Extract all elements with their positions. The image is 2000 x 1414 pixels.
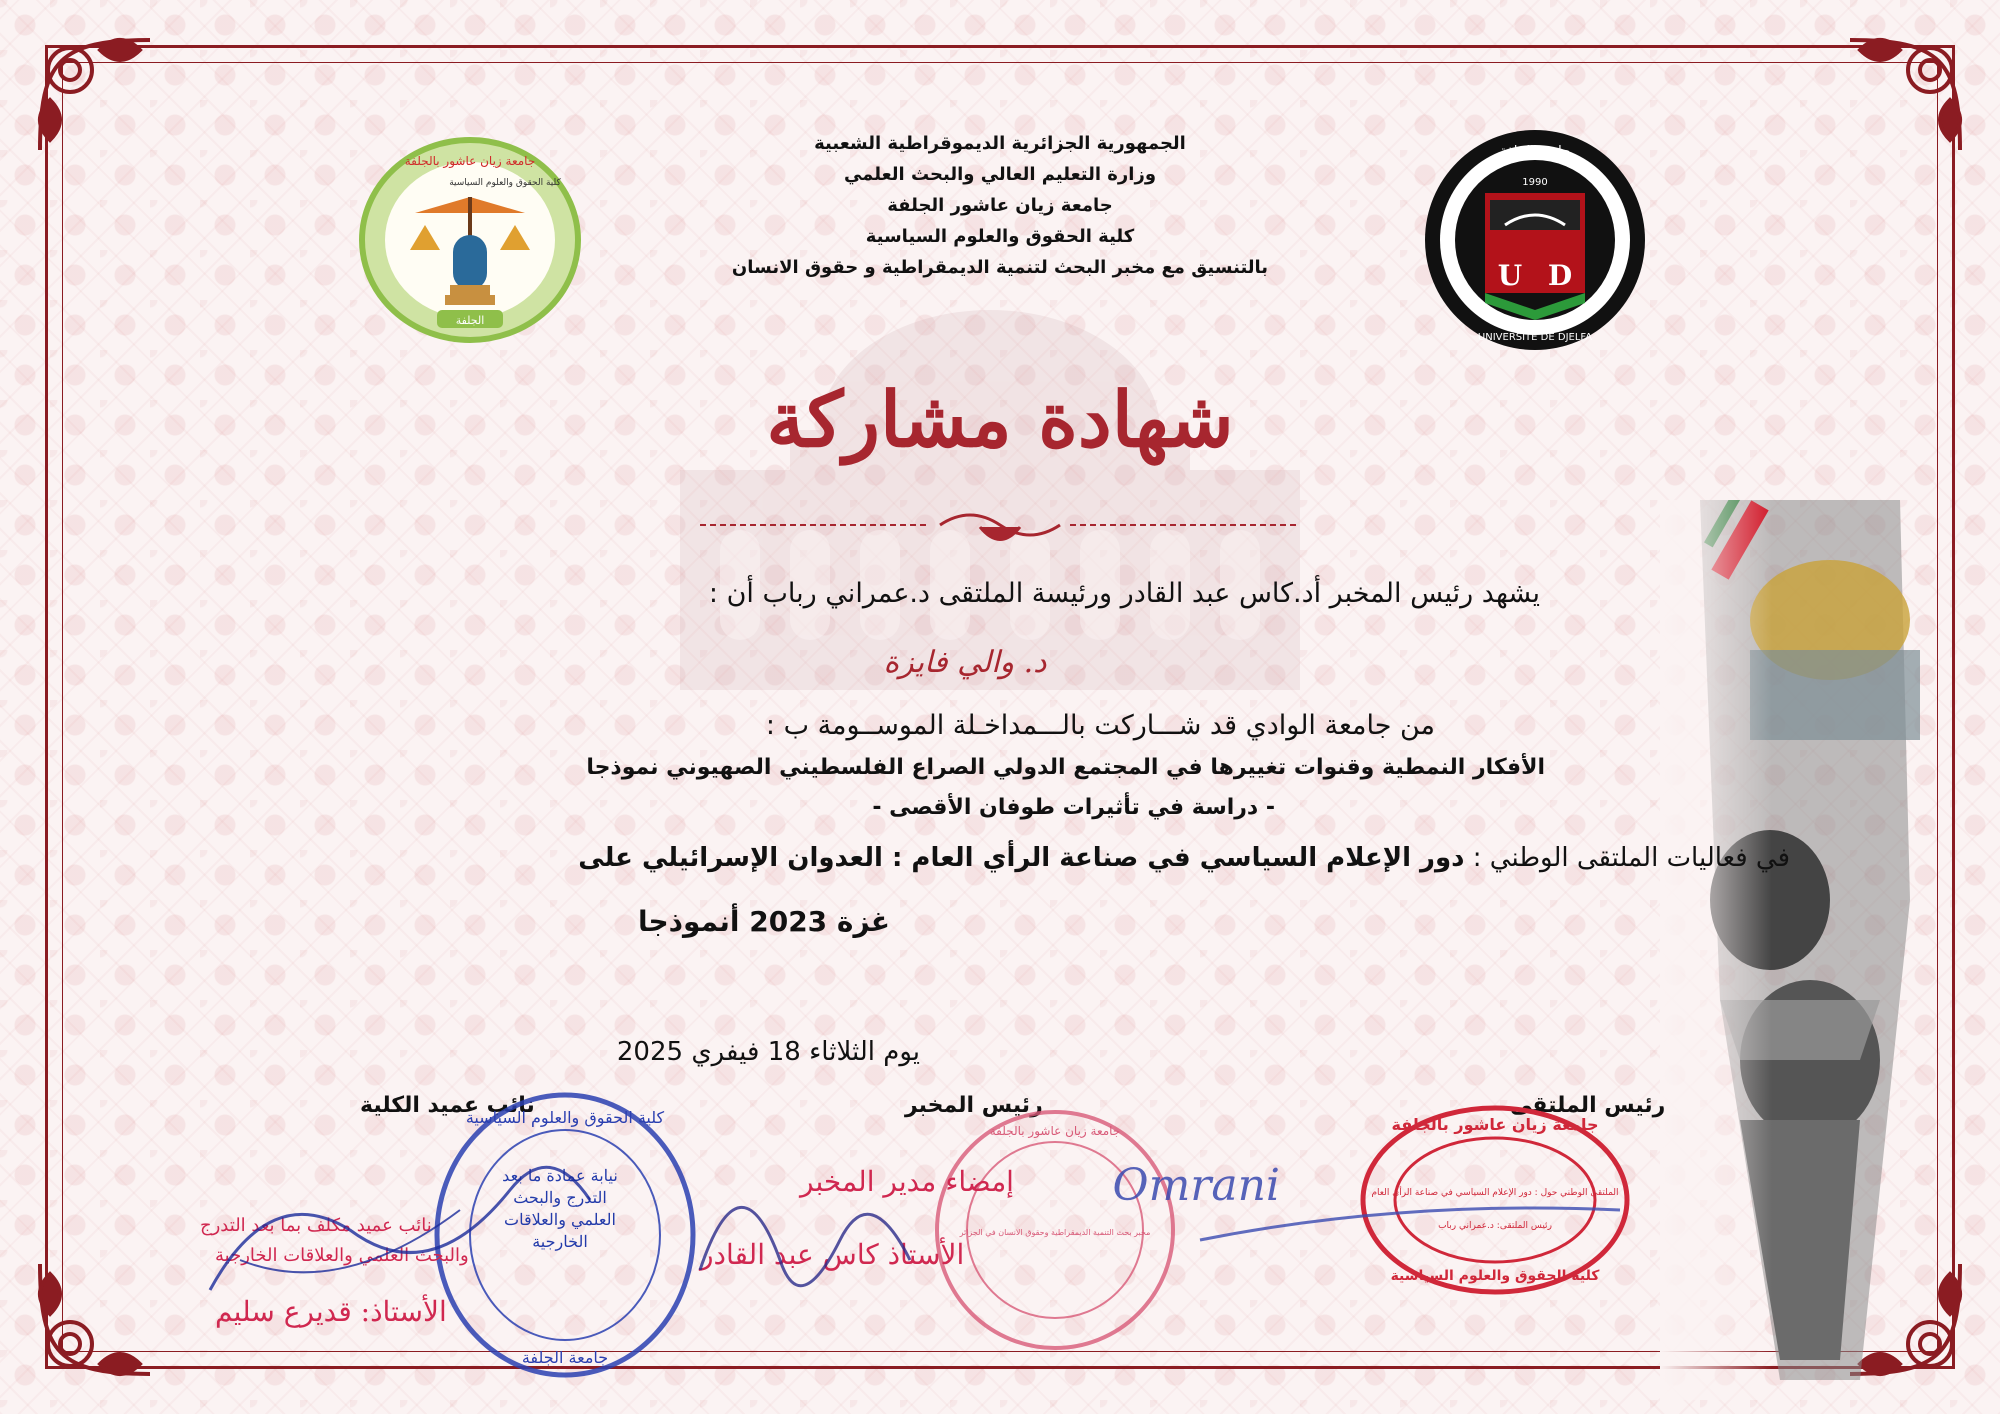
vice-dean-label: نائب عميد الكلية (360, 1093, 535, 1118)
university-logo-d: D (1547, 259, 1573, 292)
faculty-of-law-logo (355, 135, 585, 345)
event-date: يوم الثلاثاء 18 فيفري 2025 (616, 1037, 920, 1067)
header-ministry: وزارة التعليم العالي والبحث العلمي (843, 164, 1157, 185)
paper-subtitle: - دراسة في تأثيرات طوفان الأقصى - (872, 795, 1275, 820)
title-divider-ornament (700, 505, 1300, 555)
event-line (578, 843, 1790, 873)
university-logo-bottom-text: UNIVERSITÉ DE DJELFA (1477, 332, 1593, 343)
corner-ornament-top-left (20, 20, 170, 170)
lab-head-label: رئيس المخبر (905, 1093, 1043, 1118)
event-prefix: في فعاليات الملتقى الوطني : (1472, 843, 1790, 873)
event-title-end: غزة 2023 أنموذجا (637, 905, 890, 938)
header-faculty: كلية الحقوق والعلوم السياسية (865, 226, 1135, 247)
dean-signature-line1: نائب عميد مكلف بما بعد التدرج (200, 1215, 432, 1236)
conference-head-label: رئيس الملتقى (1510, 1093, 1666, 1118)
lab-signature-line2: الأستاذ كاس عبد القادر (700, 1238, 965, 1271)
header-university: جامعة زيان عاشور الجلفة (887, 195, 1113, 216)
lab-signature-line1: إمضاء مدير المخبر (800, 1165, 1014, 1198)
participation-statement: من جامعة الوادي قد شـــاركت بالـــمداخـلة الموســومة ب : (765, 710, 1435, 741)
red-stamp-signer: رئيس الملتقى: د.عمراني رباب (1438, 1221, 1552, 1231)
faculty-logo-bottom-text: الجلفة (455, 314, 485, 327)
paper-title: الأفكار النمطية وقنوات تغييرها في المجتمع الدولي الصراع الفلسطيني الصهيوني نموذجا (586, 755, 1545, 780)
dean-signature-line2: والبحث العلمي والعلاقات الخارجية (215, 1245, 469, 1266)
red-stamp-top-text: جامعة زيان عاشور بالجلفة (1391, 1115, 1599, 1134)
conference-red-stamp (1355, 1100, 1635, 1300)
header-coordination: بالتنسيق مع مخبر البحث لتنمية الديمقراطية و حقوق الانسان (731, 257, 1269, 278)
blue-stamp-ring-text: كلية الحقوق والعلوم السياسية (465, 1108, 665, 1127)
red-stamp-bottom-text: كلية الحقوق والعلوم السياسية (1390, 1268, 1600, 1284)
faculty-logo-top-text: جامعة زيان عاشور بالجلفة (404, 154, 536, 168)
lab-stamp-ring-text: جامعة زيان عاشور بالجلفة (989, 1124, 1121, 1138)
red-stamp-mid-text: الملتقى الوطني حول : دور الإعلام السياسي في صناعة الرأي العام (1371, 1188, 1619, 1198)
institution-header (620, 128, 1380, 283)
recipient-name: د. والي فايزة (883, 645, 1047, 680)
university-of-djelfa-logo (1420, 125, 1650, 355)
university-logo-year: 1990 (1522, 177, 1548, 188)
lab-stamp-center-text: مخبر بحث التنمية الديمقراطية وحقوق الانسان في الجزائر (959, 1228, 1151, 1237)
palestine-photo-collage (1660, 500, 1940, 1400)
faculty-logo-inner-text: كلية الحقوق والعلوم السياسية (449, 178, 561, 188)
blue-stamp-bottom-text: جامعة الجلفة (521, 1348, 609, 1367)
lab-pink-stamp (930, 1095, 1180, 1365)
event-title: دور الإعلام السياسي في صناعة الرأي العام : العدوان الإسرائيلي على (578, 843, 1465, 873)
certificate-title: شهادة مشاركة (766, 375, 1234, 464)
certification-statement: يشهد رئيس المخبر أد.كاس عبد القادر ورئيسة الملتقى د.عمراني رباب أن : (708, 578, 1540, 609)
corner-ornament-top-right (1830, 20, 1980, 170)
university-logo-u: U (1497, 259, 1523, 292)
conference-head-signature: Omrani (1112, 1160, 1280, 1211)
header-republic: الجمهورية الجزائرية الديموقراطية الشعبية (814, 133, 1186, 154)
vice-stamp-center-text: نيابة عمادة ما بعد التدرج والبحث العلمي والعلاقات الخارجية (502, 1166, 618, 1251)
university-logo-top-text: جامعة الجلفة (1499, 144, 1571, 159)
corner-ornament-bottom-left (20, 1244, 170, 1394)
dean-signature-line3: الأستاذ: قديرع سليم (215, 1295, 447, 1328)
